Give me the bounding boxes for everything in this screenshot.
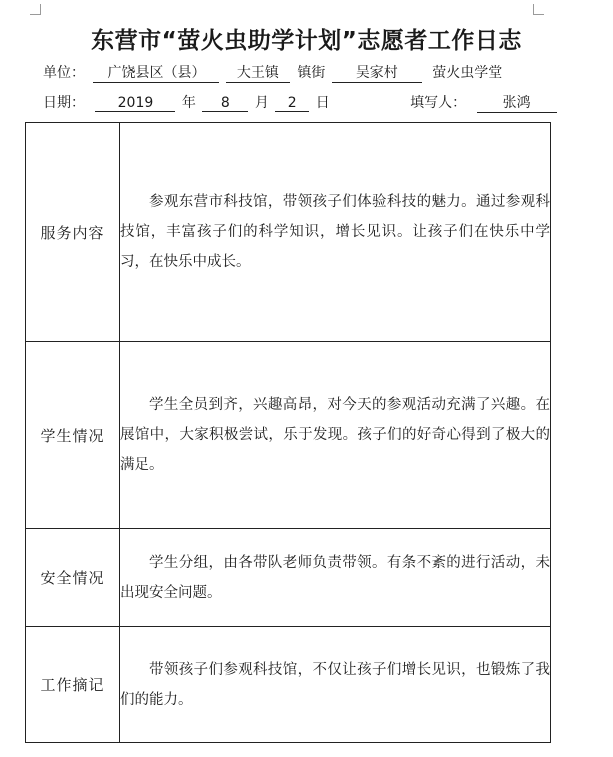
row-label-safety: 安全情况 xyxy=(26,529,120,627)
row-content-students xyxy=(120,342,551,529)
notes-content-text: 带领孩子们参观科技馆，不仅让孩子们增长见识，也锻炼了我们的能力。 xyxy=(120,661,550,708)
village-field: 吴家村 xyxy=(332,62,422,83)
classroom-name: 萤火虫学堂 xyxy=(432,65,503,81)
row-label-students: 学生情况 xyxy=(26,342,120,529)
page-corner-mark-right xyxy=(533,4,544,15)
day-field: 2 xyxy=(275,95,309,112)
row-content-service xyxy=(120,123,551,342)
safety-content-text: 学生分组，由各带队老师负责带领。有条不紊的进行活动，未出现安全问题。 xyxy=(120,554,550,601)
students-content-text: 学生全员到齐，兴趣高昂，对今天的参观活动充满了兴趣。在展馆中，大家积极尝试，乐于发现。孩子们的好奇心得到了极大的满足。 xyxy=(120,397,550,473)
row-content-notes xyxy=(120,627,551,743)
day-suffix: 日 xyxy=(315,95,330,111)
month-field: 8 xyxy=(202,95,248,112)
writer-field: 张鸿 xyxy=(477,92,557,113)
document-title: 东营市“萤火虫助学计划”志愿者工作日志 xyxy=(91,28,522,54)
row-label-service: 服务内容 xyxy=(26,123,120,342)
unit-label: 单位： xyxy=(43,65,85,81)
date-line xyxy=(43,92,557,113)
page-corner-mark-left xyxy=(30,4,41,15)
row-content-safety xyxy=(120,529,551,627)
log-table xyxy=(25,122,551,743)
table-row xyxy=(26,123,551,342)
county-field: 广饶县区（县） xyxy=(93,62,219,83)
table-row xyxy=(26,529,551,627)
year-field: 2019 xyxy=(95,95,175,112)
date-label: 日期： xyxy=(43,95,85,111)
row-label-notes: 工作摘记 xyxy=(26,627,120,743)
writer-label: 填写人： xyxy=(410,95,467,111)
month-suffix: 月 xyxy=(254,95,269,111)
unit-line xyxy=(43,62,502,83)
year-suffix: 年 xyxy=(181,95,196,111)
service-content-text: 参观东营市科技馆，带领孩子们体验科技的魅力。通过参观科技馆，丰富孩子们的科学知识，增长见识。让孩子们在快乐中学习，在快乐中成长。 xyxy=(120,194,550,270)
table-row xyxy=(26,342,551,529)
table-row xyxy=(26,627,551,743)
town-suffix: 镇街 xyxy=(297,65,326,81)
town-field: 大王镇 xyxy=(226,62,290,83)
